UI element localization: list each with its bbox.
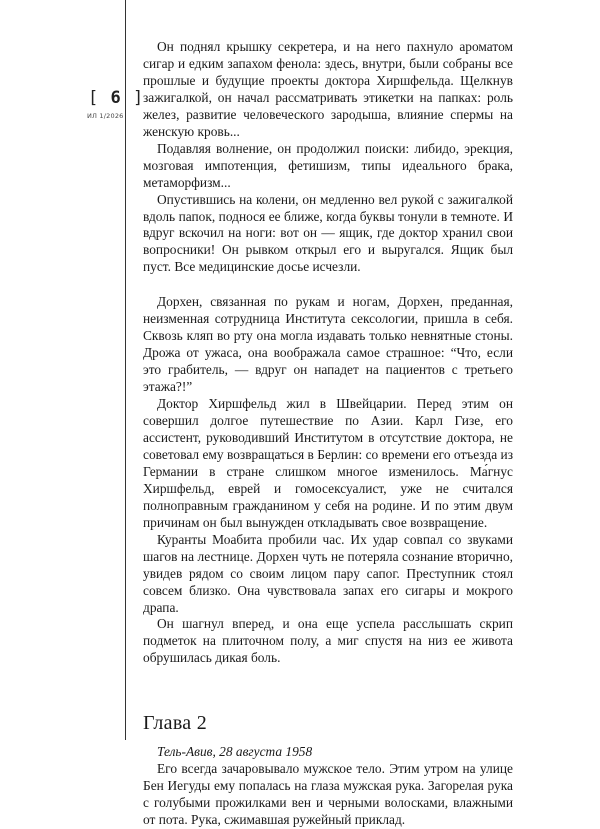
page-number	[88, 88, 144, 108]
page-number-bracket-open: [	[88, 88, 100, 108]
margin-rule	[125, 0, 126, 740]
paragraph: Его всегда зачаровывало мужское тело. Этим утром на улице Бен Иегуды ему попалась на глаза мужская рука. Загорелая рука с голубыми прожилками вен и черными волосками, влажными от пота. Рука, сжимавшая ружейный приклад.	[143, 761, 513, 828]
journal-issue-label: ИЛ 1/2026	[87, 112, 124, 120]
paragraph: Куранты Моабита пробили час. Их удар совпал со звуками шагов на лестнице. Дорхен чуть не потеряла сознание вторично, увидев рядом со своим лицом пару сапог. Преступник стоял совсем близко. Она чувствовала запах его сигары и мокрого драпа.	[143, 531, 513, 615]
paragraph: Дорхен, связанная по рукам и ногам, Дорхен, преданная, неизменная сотрудница Института сексологии, пришла в себя. Сквозь кляп во рту она могла издавать только невнятные стоны. Дрожа от ужаса, она воображала самое страшное: “Что, если это грабитель, — вдруг он нападет на пациентов с третьего этажа?!”	[143, 294, 513, 395]
paragraph: Опустившись на колени, он медленно вел рукой с зажигалкой вдоль папок, поднося ее ближе, когда буквы тонули в темноте. И вдруг вскочил на ноги: вот он — ящик, где доктор хранил свои вопросники! Он рывком открыл его и выругался. Ящик был пуст. Все медицинские досье исчезли.	[143, 191, 513, 275]
main-text	[143, 39, 513, 829]
paragraph: Он шагнул вперед, и она еще успела расслышать скрип подметок на плиточном полу, а миг спустя на низ ее живота обрушилась дикая боль.	[143, 616, 513, 666]
chapter-title: Глава 2	[143, 712, 208, 735]
paragraph: Он поднял крышку секретера, и на него пахнуло ароматом сигар и едким запахом фенола: здесь, внутри, были собраны все прошлые и будущие проекты доктора Хиршфельда. Щелкнув зажигалкой, он начал рассматривать этикетки на папках: роль желез, развитие человеческого зародыша, влияние спермы на женскую кровь...	[143, 39, 513, 139]
dateline: Тель-Авив, 28 августа 1958	[157, 744, 313, 760]
page-number-bracket-close: ]	[133, 88, 145, 108]
paragraph: Доктор Хиршфельд жил в Швейцарии. Перед этим он совершил долгое путешествие по Азии. Карл Гизе, его ассистент, руководивший Институтом в отсутствие доктора, не советовал ему возвращаться в Берлин: со времени его отъезда из Германии в стране слишком многое изменилось. Ма́гнус Хиршфельд, еврей и гомосексуалист, уже не считался полноправным гражданином у себя на родине. И по этим двум причинам он был вынужден откладывать свое возвращение.	[143, 396, 513, 530]
page-number-value: 6	[110, 88, 122, 108]
paragraph: Подавляя волнение, он продолжил поиски: либидо, эрекция, мозговая импотенция, фетишизм, типы идеального брака, метаморфизм...	[143, 140, 513, 190]
